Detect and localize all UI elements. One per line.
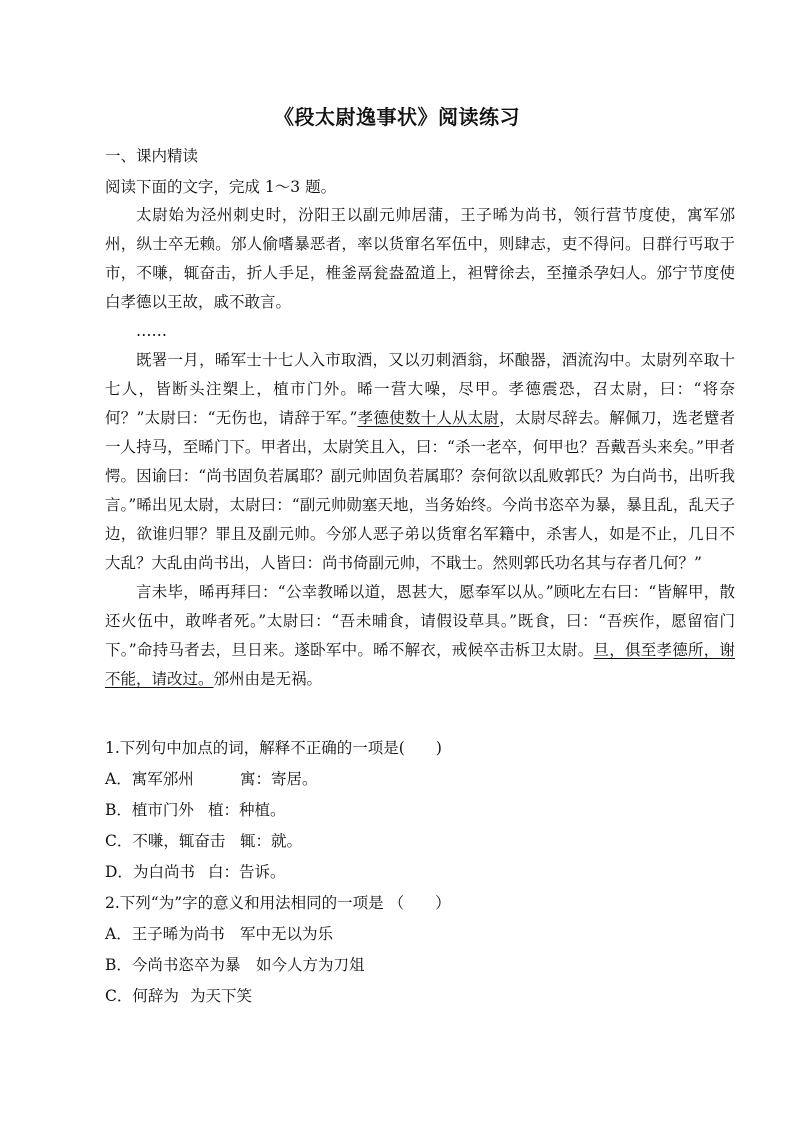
paragraph-3-text-a: 言未毕，晞再拜曰：“公幸教晞以道，恩甚大，愿奉军以从。”顾叱左右曰：“皆解甲，散还火伍中，敢哗者死。”太尉曰：“吾未晡食，请假设草具。”既食，曰：“吾疾作，愿留宿门下。”命持马者去，旦日来。遂卧军中。晞不解衣，戒候卒击柝卫太尉。	[105, 583, 735, 659]
underlined-sentence-2: 旦，俱至孝德所，谢不能，请改过。	[105, 641, 735, 688]
question-2-stem: 2.下列“为”字的意义和用法相同的一项是 （ ）	[105, 894, 451, 912]
q1-option-c	[105, 831, 225, 851]
q1-option-a	[105, 769, 194, 789]
underlined-sentence-1: 孝德使数十人从太尉	[357, 409, 500, 427]
q2-option-c-gloss: 为天下笑	[190, 987, 253, 1005]
q1-option-c-gloss: 辄：就。	[240, 832, 303, 850]
passage-paragraph-2	[105, 346, 735, 578]
instruction-text: 阅读下面的文字，完成 1～3 题。	[105, 178, 337, 196]
passage-paragraph-1	[105, 201, 735, 317]
passage-paragraph-3	[105, 578, 735, 694]
document-title: 《段太尉逸事状》阅读练习	[274, 105, 520, 129]
option-label: A．	[105, 925, 132, 943]
paragraph-3-text-b: 邠州由是无祸。	[213, 670, 323, 688]
option-label: B．	[105, 956, 132, 974]
question-1-stem: 1.下列句中加点的词，解释不正确的一项是( )	[105, 739, 442, 757]
paragraph-1-text: 太尉始为泾州刺史时，汾阳王以副元帅居蒲，王子晞为尚书，领行营节度使，寓军邠州，纵士卒无赖。邠人偷嗜暴恶者，率以货窜名军伍中，则肆志，吏不得问。日群行丐取于市，不嗛，辄奋击，折人手足，椎釜鬲瓮盎盈道上，袒臂徐去，至撞杀孕妇人。邠宁节度使白孝德以王故，戚不敢言。	[105, 206, 735, 311]
option-phrase: 今尚书恣卒为暴	[131, 956, 241, 974]
option-phrase: 植市门外	[131, 801, 194, 819]
q2-option-b	[105, 955, 240, 975]
q2-option-c	[105, 986, 179, 1006]
q1-option-d-gloss: 白：告诉。	[208, 863, 286, 881]
q1-option-a-gloss: 寓：寄居。	[240, 770, 318, 788]
paragraph-2-text-a: 既署一月，晞军士十七人入市取酒，又以刃刺酒翁，坏酿器，酒流沟中。太尉列卒取十七人，皆断头注槊上，植市门外。晞一营大噪，尽甲。孝德震恐，召太尉，曰：“将奈何？”太尉曰：“无伤也，请辞于军。”	[105, 351, 735, 427]
option-label: B．	[105, 801, 132, 819]
q2-option-a	[105, 924, 225, 944]
option-phrase: 王子晞为尚书	[131, 925, 225, 943]
paragraph-2-text-b: ，太尉尽辞去。解佩刀，选老躄者一人持马，至晞门下。甲者出，太尉笑且入，曰：“杀一老卒，何甲也？吾戴吾头来矣。”甲者愕。因谕曰：“尚书固负若属耶？副元帅固负若属耶？奈何欲以乱败郭氏？为白尚书，出听我言。”晞出见太尉，太尉曰：“副元帅勋塞天地，当务始终。今尚书恣卒为暴，暴且乱，乱天子边，欲谁归罪？罪且及副元帅。今邠人恶子弟以货窜名军籍中，杀害人，如是不止，几日不大乱？大乱由尚书出，人皆曰：尚书倚副元帅，不戢士。然则郭氏功名其与存者几何？”	[105, 409, 735, 572]
q2-option-b-gloss: 如今人方为刀俎	[256, 956, 365, 974]
option-phrase: 不嗛，辄奋击	[132, 832, 226, 850]
option-label: C．	[105, 987, 133, 1005]
q1-option-d	[105, 862, 195, 882]
passage-ellipsis: ……	[136, 322, 167, 340]
option-phrase: 为白尚书	[132, 863, 195, 881]
passage-text	[105, 201, 735, 694]
option-label: D．	[105, 863, 133, 881]
q2-option-a-gloss: 军中无以为乐	[240, 925, 334, 943]
section-heading: 一、课内精读	[105, 147, 199, 165]
q1-option-b-gloss: 植：种植。	[208, 801, 286, 819]
option-phrase: 寓军邠州	[131, 770, 194, 788]
q1-option-b	[105, 800, 194, 820]
option-phrase: 何辞为	[132, 987, 179, 1005]
option-label: C．	[105, 832, 133, 850]
option-label: A．	[105, 770, 132, 788]
